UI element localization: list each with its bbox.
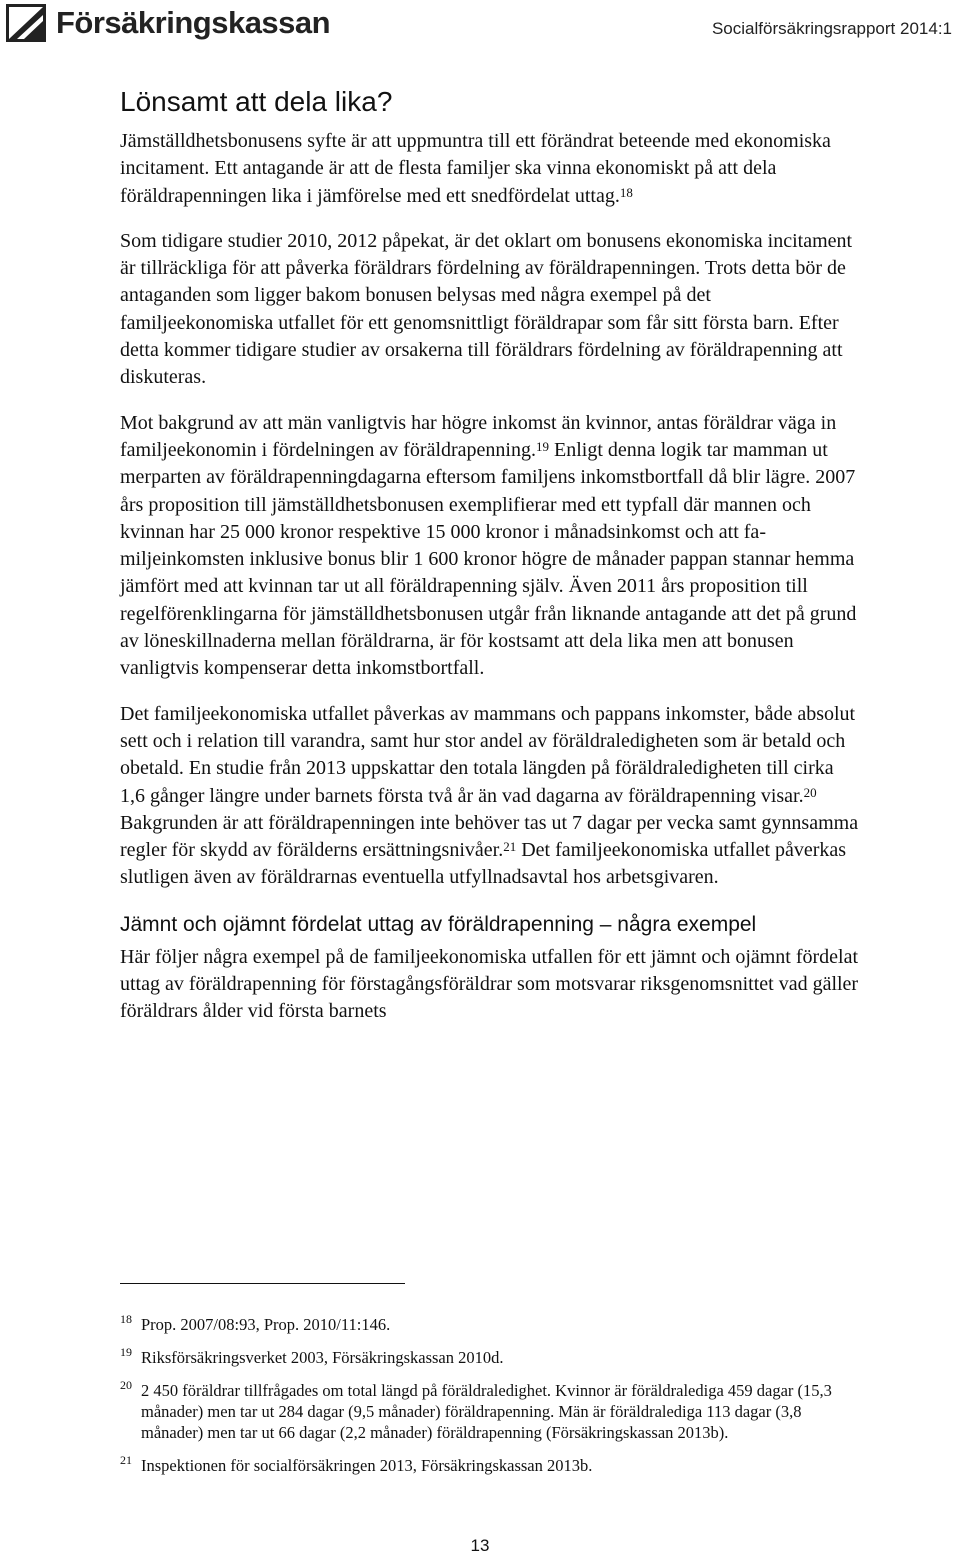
section [120,910,860,1026]
paragraph [120,701,860,892]
subsection-heading: Jämnt och ojämnt fördelat uttag av föräldrapenning – några exempel [120,912,757,936]
footnote-number: 19 [120,1345,132,1359]
page-header [0,0,960,60]
paragraph-text: Det familjeekonomiska utfallet påverkas slutligen även av föräldrarnas eventuella utfyllnadsavtal hos arbetsgivaren. [120,839,847,889]
footnote-text: Inspektionen för socialförsäkringen 2013, Försäkringskassan 2013b. [141,1456,593,1475]
paragraph-text: Bakgrunden är att föräldrapenningen inte behöver tas ut 7 dagar per vecka samt gynnsamma regler för skydd av förälderns ersättningsnivåer. [120,811,859,862]
footnotes [120,1314,860,1488]
footnote-ref: 20 [803,784,817,800]
logo [6,4,330,42]
main-content [120,82,860,1044]
footnote-text: 2 450 föräldrar tillfrågades om total längd på föräldraledighet. Kvinnor är föräldralediga 459 dagar (15,3 månader) men tar ut 284 dagar (9,5 månader) föräldrapenning. Män är föräldralediga 113 dagar (3,8 månader) men tar ut 66 dagar (2,2 månader) föräldrapenning (Försäkringskassan 2013b). [141,1381,832,1442]
footnote-ref: 21 [503,839,517,855]
logo-text: Försäkringskassan [56,5,331,40]
paragraph [120,410,860,683]
report-label: Socialförsäkringsrapport 2014:1 [711,19,952,38]
footnote-ref: 19 [535,438,549,454]
page-number: 13 [470,1536,490,1555]
footnote [120,1455,860,1476]
paragraph-text: Enligt denna logik tar mamman ut merparten av föräldrapenningdagarna eftersom familjens inkomstbortfall då blir lägre. 2007 års proposition till jämställdhetsbonusen exemplifierar med ett typfall där mannen och kvinnan har 25 000 kronor respektive 15 000 kronor i månadsinkomst och att familjeinkomsten inklusive bonus blir 1 600 kronor högre de månader pappan stannar hemma jämfört med att kvinnan tar ut all föräldrapenning själv. Även 2011 års proposition till regelförenklingarna för jämställdhetsbonusen utgår från liknande antagande att det på grund av löneskillnaderna mellan föräldrarna, är för kostsamt att dela lika men att bonusen vanligtvis kompenserar detta inkomstbortfall. [120,438,857,680]
footnote-number: 21 [120,1453,132,1467]
footnote-ref: 18 [619,184,633,200]
logo-mark-icon [6,4,46,42]
paragraph: Här följer några exempel på de familjeekonomiska utfallen för ett jämnt och ojämnt fördelat uttag av föräldrapenning för förstagångsföräldrar som motsvarar riksgenomsnittet vad gäller föräldrars ålder vid första barnets [120,945,859,1023]
paragraph [120,128,860,210]
section-heading: Lönsamt att dela lika? [120,86,393,117]
footnote-text: Prop. 2007/08:93, Prop. 2010/11:146. [141,1315,391,1334]
footnote-divider [120,1283,405,1284]
footnote [120,1314,860,1335]
paragraph-text: Jämställdhetsbonusens syfte är att uppmuntra till ett förändrat beteende med ekonomiska incitament. Ett antagande är att de flesta familjer ska vinna ekonomiskt på att dela föräldrapenningen lika i jämförelse med ett snedfördelat uttag. [120,130,831,207]
footnote-number: 18 [120,1312,132,1326]
paragraph-text: Det familjeekonomiska utfallet påverkas av mammans och pappans inkomster, både absolut sett och i relation till varandra, samt hur stor andel av föräldraledigheten som är betald och obetald. En studie från 2013 uppskattar den totala längden på föräldraledigheten till cirka 1,6 gånger längre under barnets första två år än vad dagarna av föräldrapenning visar. [120,702,856,807]
footnote-text: Riksförsäkringsverket 2003, Försäkringskassan 2010d. [141,1348,504,1367]
footnote-number: 20 [120,1378,132,1392]
footnote [120,1380,860,1443]
footnote [120,1347,860,1368]
paragraph: Som tidigare studier 2010, 2012 påpekat, är det oklart om bonusens ekonomiska incitament är tillräckliga för att påverka föräldrars fördelning av föräldrapenningen. Trots detta bör de antaganden som ligger bakom bonusen belysas med några exempel på det familjeekonomiska utfallet för ett genomsnittligt föräldrapar som får sitt första barn. Efter detta kommer tidigare studier av orsakerna till föräldrars fördelning av föräldrapenning att diskuteras. [120,229,853,389]
paragraph-text: Mot bakgrund av att män vanligtvis har högre inkomst än kvinnor, antas föräldrar väga in familjeekonomin i fördelningen av föräldrapenning. [120,411,837,461]
